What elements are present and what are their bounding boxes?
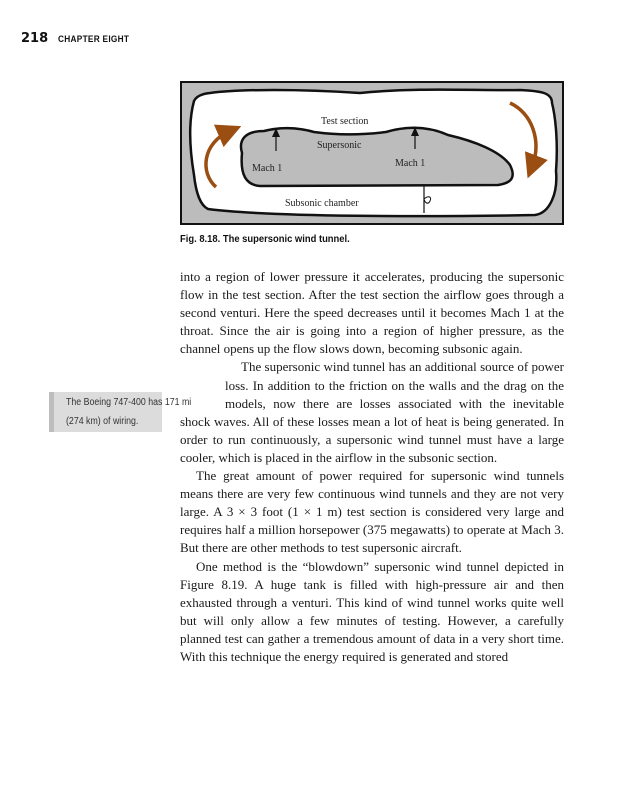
subsonic-chamber-label: Subsonic chamber: [285, 198, 359, 209]
margin-note-wrap-space: [180, 358, 225, 412]
paragraph-1: into a region of lower pressure it accelerates, producing the supersonic flow in the test section. After the test section the airflow goes through a second venturi. Here the speed decreases until it becomes Mach 1 at the throat. Since the air is going into a region of higher pressure, as the channel opens up the flow slows down, becoming subsonic again.: [180, 269, 564, 357]
margin-note-bar: [49, 392, 54, 432]
margin-note-line-2: (274 km) of wiring.: [66, 416, 139, 427]
fan-blade-icon: [424, 197, 431, 203]
mach-1-left-label: Mach 1: [252, 163, 283, 174]
supersonic-label: Supersonic: [317, 140, 362, 151]
page-header: [21, 31, 136, 47]
margin-note-line-1: The Boeing 747-400 has 171 mi: [66, 397, 192, 408]
margin-note: [66, 393, 198, 431]
mach-1-right-label: Mach 1: [395, 158, 426, 169]
paragraph-2: The supersonic wind tunnel has an additional source of power loss. In addition to the friction on the walls and the drag on the models, now there are losses associated with the inevitable shock waves. All of these losses mean a lot of heat is being generated. In order to run continuously, a supersonic wind tunnel must have a large cooler, which is placed in the airflow in the subsonic section.: [180, 359, 564, 465]
wind-tunnel-figure: [180, 81, 564, 225]
wind-tunnel-diagram: [180, 81, 564, 225]
body-text: [180, 268, 564, 666]
figure-caption: Fig. 8.18. The supersonic wind tunnel.: [180, 234, 350, 245]
page-number: 218: [21, 31, 49, 46]
paragraph-4: One method is the “blowdown” supersonic wind tunnel depicted in Figure 8.19. A huge tank is filled with high-pressure air and then exhausted through a venturi. This kind of wind tunnel works quite well but will only allow a few minutes of testing. However, a carefully planned test can gather a tremendous amount of data in a very short time. With this technique the energy required is generated and stored: [180, 558, 564, 664]
paragraph-3: The great amount of power required for supersonic wind tunnels means there are very few continuous wind tunnels and they are not very large. A 3 × 3 foot (1 × 1 m) test section is considered very large and requires half a million horsepower (375 megawatts) to operate at Mach 3. But there are other methods to test supersonic aircraft.: [180, 468, 564, 556]
chapter-title: CHAPTER EIGHT: [58, 34, 130, 44]
test-section-label: Test section: [321, 116, 369, 127]
